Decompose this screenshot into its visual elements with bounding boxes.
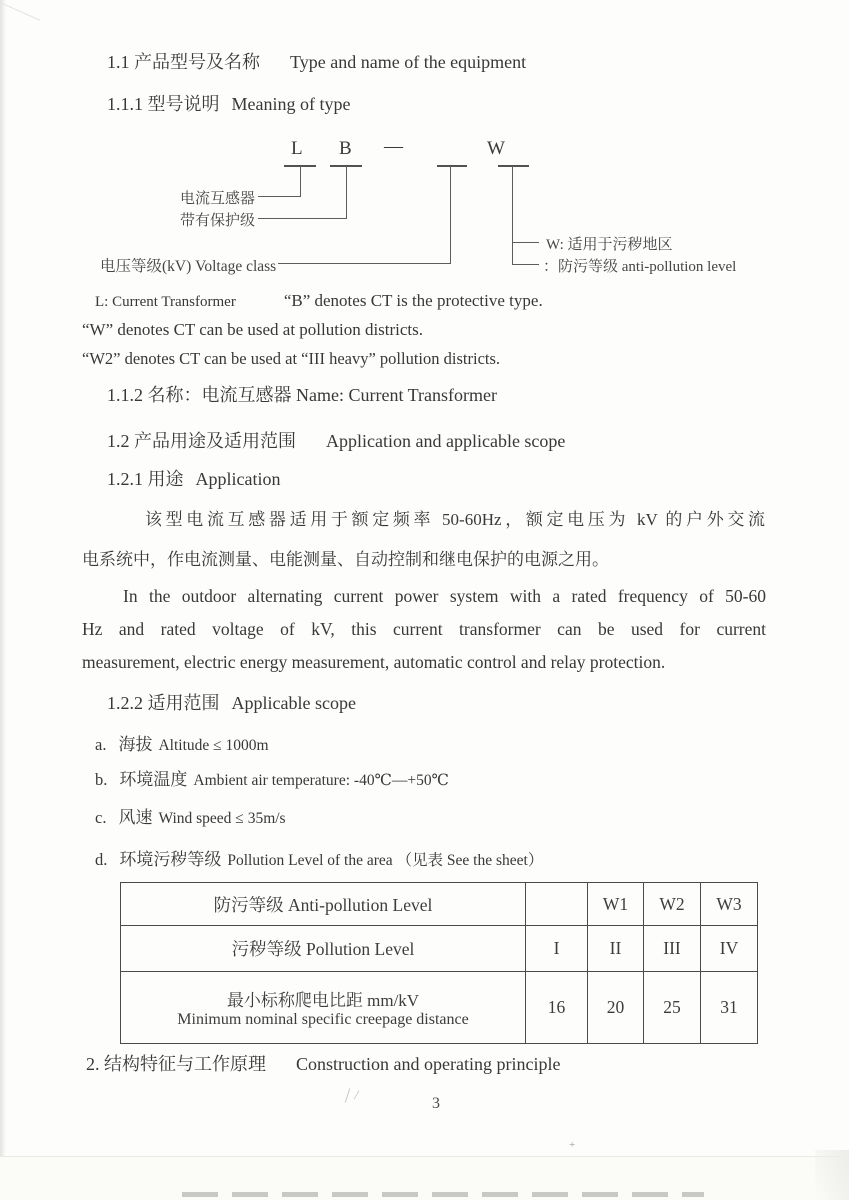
item-a-zh: 海拔	[118, 735, 153, 754]
table-cell-row1-c4: W3	[701, 883, 758, 926]
heading-1-1-1-zh: 1.1.1 型号说明	[107, 94, 220, 114]
heading-1-2	[107, 427, 565, 453]
diagram-label-voltage-class: 电压等级(kV) Voltage class	[100, 258, 277, 275]
diagram-letter-w: W	[487, 138, 505, 159]
heading-1-2-2-en: Applicable scope	[231, 693, 356, 713]
table-cell-row3-label	[121, 972, 526, 1044]
note-b-protective-type: “B” denotes CT is the protective type.	[283, 291, 543, 310]
scope-item-c	[95, 803, 286, 828]
table-cell-row2-label: 污秽等级 Pollution Level	[121, 926, 526, 972]
heading-2-zh: 2. 结构特征与工作原理	[86, 1054, 266, 1074]
table-cell-row1-c3: W2	[644, 883, 701, 926]
connector-l-vertical	[300, 166, 301, 197]
registration-plus-mark: +	[569, 1139, 576, 1151]
table-cell-row2-c4: IV	[701, 926, 758, 972]
pollution-level-table	[120, 882, 758, 1044]
connector-b-vertical	[346, 166, 347, 219]
connector-w-branch1	[512, 242, 539, 243]
table-cell-row3-label-zh: 最小标称爬电比距 mm/kV	[226, 991, 420, 1010]
scan-pencil-mark-2	[354, 1090, 360, 1099]
underline-w	[498, 165, 529, 167]
heading-1-2-1-zh: 1.2.1 用途	[107, 469, 184, 489]
heading-1-2-1	[107, 465, 280, 491]
scan-corner-mark	[0, 0, 40, 20]
note-line-2: “W” denotes CT can be used at pollution districts.	[82, 320, 424, 339]
page-number: 3	[432, 1095, 440, 1112]
heading-1-2-zh: 1.2 产品用途及适用范围	[107, 431, 296, 451]
application-en-line-3: measurement, electric energy measurement, automatic control and relay protection.	[82, 652, 666, 672]
table-row	[121, 972, 758, 1044]
heading-2	[86, 1050, 560, 1076]
table-cell-row3-c2: 20	[588, 972, 644, 1044]
connector-voltage-horizontal	[278, 263, 451, 264]
note-line-1	[95, 291, 543, 311]
heading-2-en: Construction and operating principle	[296, 1054, 561, 1074]
heading-1-2-2	[107, 689, 356, 715]
application-zh-line-1: 该型电流互感器适用于额定频率 50-60Hz，额定电压为 kV 的户外交流	[145, 510, 765, 529]
table-cell-row3-c4: 31	[701, 972, 758, 1044]
item-c-prefix: c.	[95, 808, 107, 827]
table-cell-row3-c3: 25	[644, 972, 701, 1044]
item-b-en: Ambient air temperature: -40℃—+50℃	[193, 772, 449, 789]
connector-w-vertical	[512, 166, 513, 265]
heading-1-2-2-zh: 1.2.2 适用范围	[107, 693, 220, 713]
heading-1-1-2: 1.1.2 名称：电流互感器 Name: Current Transformer	[107, 385, 497, 405]
heading-1-1-zh: 1.1 产品型号及名称	[107, 52, 260, 72]
item-a-en: Altitude ≤ 1000m	[158, 737, 269, 754]
heading-1-1	[107, 48, 526, 74]
table-cell-row1-label: 防污等级 Anti-pollution Level	[121, 883, 526, 926]
table-cell-row2-c1: I	[526, 926, 588, 972]
diagram-label-pollution-district: W: 适用于污秽地区	[546, 237, 673, 253]
scope-item-d	[95, 845, 543, 870]
diagram-letter-b: B	[339, 138, 352, 159]
item-c-zh: 风速	[118, 808, 153, 827]
diagram-label-protective: 带有保护级	[180, 213, 256, 229]
heading-1-2-en: Application and applicable scope	[326, 431, 566, 451]
scan-left-fold-line	[2, 0, 3, 1200]
next-page-bleed-through	[182, 1192, 704, 1197]
note-line-3: “W2” denotes CT can be used at “III heavy” pollution districts.	[82, 349, 501, 368]
table-row	[121, 883, 758, 926]
table-cell-row2-c2: II	[588, 926, 644, 972]
heading-1-1-en: Type and name of the equipment	[290, 52, 527, 72]
diagram-letter-l: L	[291, 138, 303, 159]
application-zh-line-2: 电系统中，作电流测量、电能测量、自动控制和继电保护的电源之用。	[82, 550, 609, 569]
underline-voltage	[437, 165, 467, 167]
heading-1-2-1-en: Application	[195, 469, 281, 489]
item-b-prefix: b.	[95, 770, 108, 789]
heading-1-1-1-en: Meaning of type	[231, 94, 351, 114]
scan-pencil-mark	[345, 1088, 351, 1103]
table-cell-row1-c1	[526, 883, 588, 926]
connector-voltage-vertical	[450, 166, 451, 264]
application-en-line-2: Hz and rated voltage of kV, this current transformer can be used for current	[82, 619, 766, 639]
scope-item-a	[95, 730, 269, 755]
diagram-label-anti-pollution-level: ：防污等级 anti-pollution level	[543, 259, 737, 275]
item-d-en: Pollution Level of the area （见表 See the sheet）	[227, 852, 544, 869]
scan-left-shade	[0, 0, 6, 1200]
scan-bottom-corner-shade	[815, 1150, 849, 1200]
table-cell-row3-c1: 16	[526, 972, 588, 1044]
table-cell-row2-c3: III	[644, 926, 701, 972]
item-a-prefix: a.	[95, 735, 107, 754]
item-b-zh: 环境温度	[119, 770, 188, 789]
diagram-dash: —	[384, 136, 403, 157]
table-row	[121, 926, 758, 972]
item-d-zh: 环境污秽等级	[119, 850, 222, 869]
heading-1-1-1	[107, 90, 350, 116]
scope-item-b	[95, 765, 449, 790]
table-cell-row3-label-en: Minimum nominal specific creepage distance	[177, 1011, 469, 1028]
connector-l-horizontal	[258, 196, 301, 197]
application-en-line-1: In the outdoor alternating current power system with a rated frequency of 50-60	[123, 586, 766, 606]
item-d-prefix: d.	[95, 850, 108, 869]
table-cell-row1-c2: W1	[588, 883, 644, 926]
connector-w-branch2	[512, 264, 539, 265]
note-l-current-transformer: L: Current Transformer	[95, 294, 236, 310]
item-c-en: Wind speed ≤ 35m/s	[158, 810, 286, 827]
connector-b-horizontal	[258, 218, 347, 219]
diagram-label-current-transformer: 电流互感器	[180, 191, 256, 207]
